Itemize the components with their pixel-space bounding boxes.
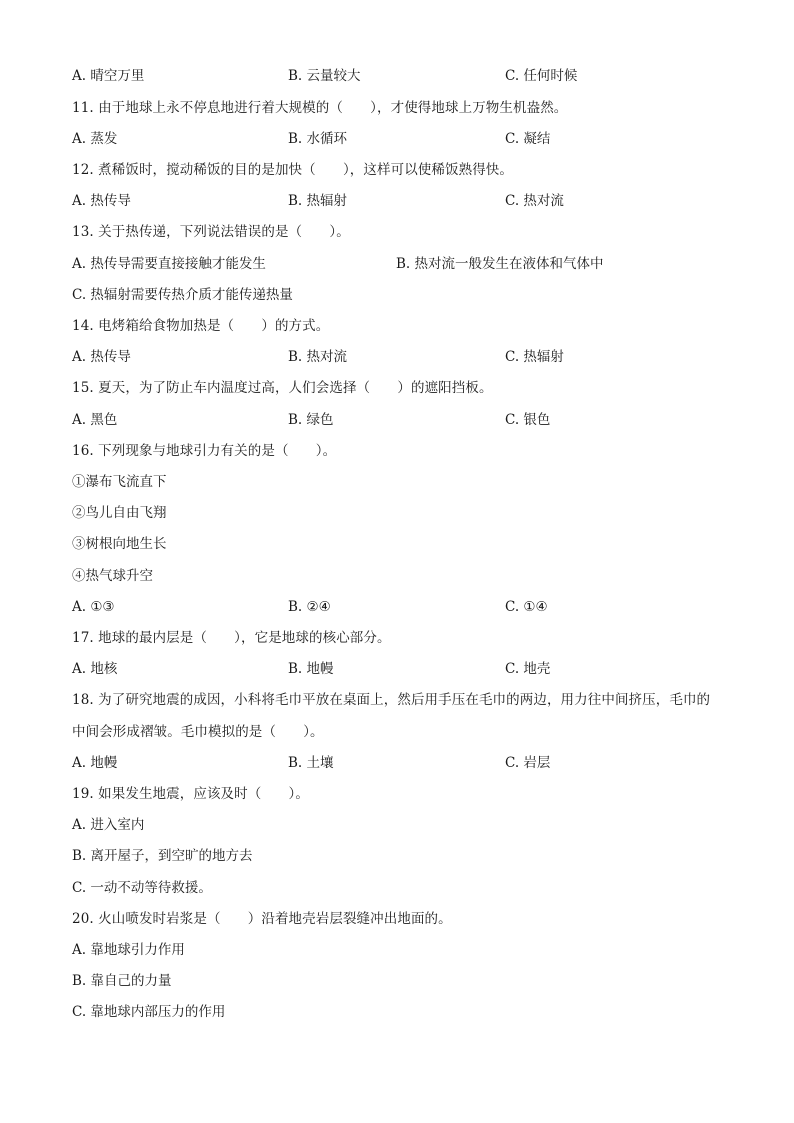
q18-option-b: B. 土壤 — [288, 755, 334, 771]
q12-option-c: C. 热对流 — [505, 193, 564, 209]
q20-option-c: C. 靠地球内部压力的作用 — [72, 1004, 226, 1020]
q19-option-a: A. 进入室内 — [72, 817, 145, 833]
q20-stem: 20. 火山喷发时岩浆是（ ）沿着地壳岩层裂缝冲出地面的。 — [72, 911, 452, 927]
q14-option-b: B. 热对流 — [288, 349, 348, 365]
q16-item-3: ③树根向地生长 — [72, 536, 167, 552]
q13-option-b: B. 热对流一般发生在液体和气体中 — [396, 256, 604, 272]
q20-option-b: B. 靠自己的力量 — [72, 973, 172, 989]
q15-option-a: A. 黑色 — [72, 412, 118, 428]
q12-option-b: B. 热辐射 — [288, 193, 348, 209]
q10-option-a: A. 晴空万里 — [72, 68, 145, 84]
q17-option-a: A. 地核 — [72, 661, 118, 677]
q10-option-b: B. 云量较大 — [288, 68, 361, 84]
q17-option-b: B. 地幔 — [288, 661, 334, 677]
q12-stem: 12. 煮稀饭时，搅动稀饭的目的是加快（ ），这样可以使稀饭熟得快。 — [72, 162, 514, 178]
q17-stem: 17. 地球的最内层是（ ），它是地球的核心部分。 — [72, 630, 391, 646]
q14-option-c: C. 热辐射 — [505, 349, 564, 365]
q16-option-b: B. ②④ — [288, 599, 331, 615]
q20-option-a: A. 靠地球引力作用 — [72, 942, 185, 958]
q11-option-b: B. 水循环 — [288, 131, 348, 147]
q12-option-a: A. 热传导 — [72, 193, 131, 209]
q18-stem-line1: 18. 为了研究地震的成因，小科将毛巾平放在桌面上，然后用手压在毛巾的两边，用力往中间挤压，毛巾的 — [72, 692, 711, 708]
q16-stem: 16. 下列现象与地球引力有关的是（ ）。 — [72, 443, 337, 459]
q18-stem-line2: 中间会形成褶皱。毛巾模拟的是（ ）。 — [72, 724, 324, 740]
q16-option-a: A. ①③ — [72, 599, 115, 615]
q13-stem: 13. 关于热传递，下列说法错误的是（ ）。 — [72, 224, 350, 240]
q19-stem: 19. 如果发生地震，应该及时（ ）。 — [72, 786, 310, 802]
q16-item-2: ②鸟儿自由飞翔 — [72, 505, 167, 521]
q15-option-b: B. 绿色 — [288, 412, 334, 428]
q13-option-c: C. 热辐射需要传热介质才能传递热量 — [72, 287, 293, 303]
q13-option-a: A. 热传导需要直接接触才能发生 — [72, 256, 266, 272]
q17-option-c: C. 地壳 — [505, 661, 551, 677]
q16-item-4: ④热气球升空 — [72, 568, 153, 584]
q14-stem: 14. 电烤箱给食物加热是（ ）的方式。 — [72, 318, 330, 334]
q11-option-c: C. 凝结 — [505, 131, 551, 147]
q18-option-a: A. 地幔 — [72, 755, 118, 771]
q15-option-c: C. 银色 — [505, 412, 551, 428]
q10-option-c: C. 任何时候 — [505, 68, 578, 84]
q16-item-1: ①瀑布飞流直下 — [72, 474, 167, 490]
q19-option-c: C. 一动不动等待救援。 — [72, 880, 212, 896]
q16-option-c: C. ①④ — [505, 599, 548, 615]
q19-option-b: B. 离开屋子，到空旷的地方去 — [72, 848, 253, 864]
q14-option-a: A. 热传导 — [72, 349, 131, 365]
q11-stem: 11. 由于地球上永不停息地进行着大规模的（ ），才使得地球上万物生机盎然。 — [72, 100, 568, 116]
q18-option-c: C. 岩层 — [505, 755, 551, 771]
q15-stem: 15. 夏天，为了防止车内温度过高，人们会选择（ ）的遮阳挡板。 — [72, 380, 493, 396]
q11-option-a: A. 蒸发 — [72, 131, 118, 147]
